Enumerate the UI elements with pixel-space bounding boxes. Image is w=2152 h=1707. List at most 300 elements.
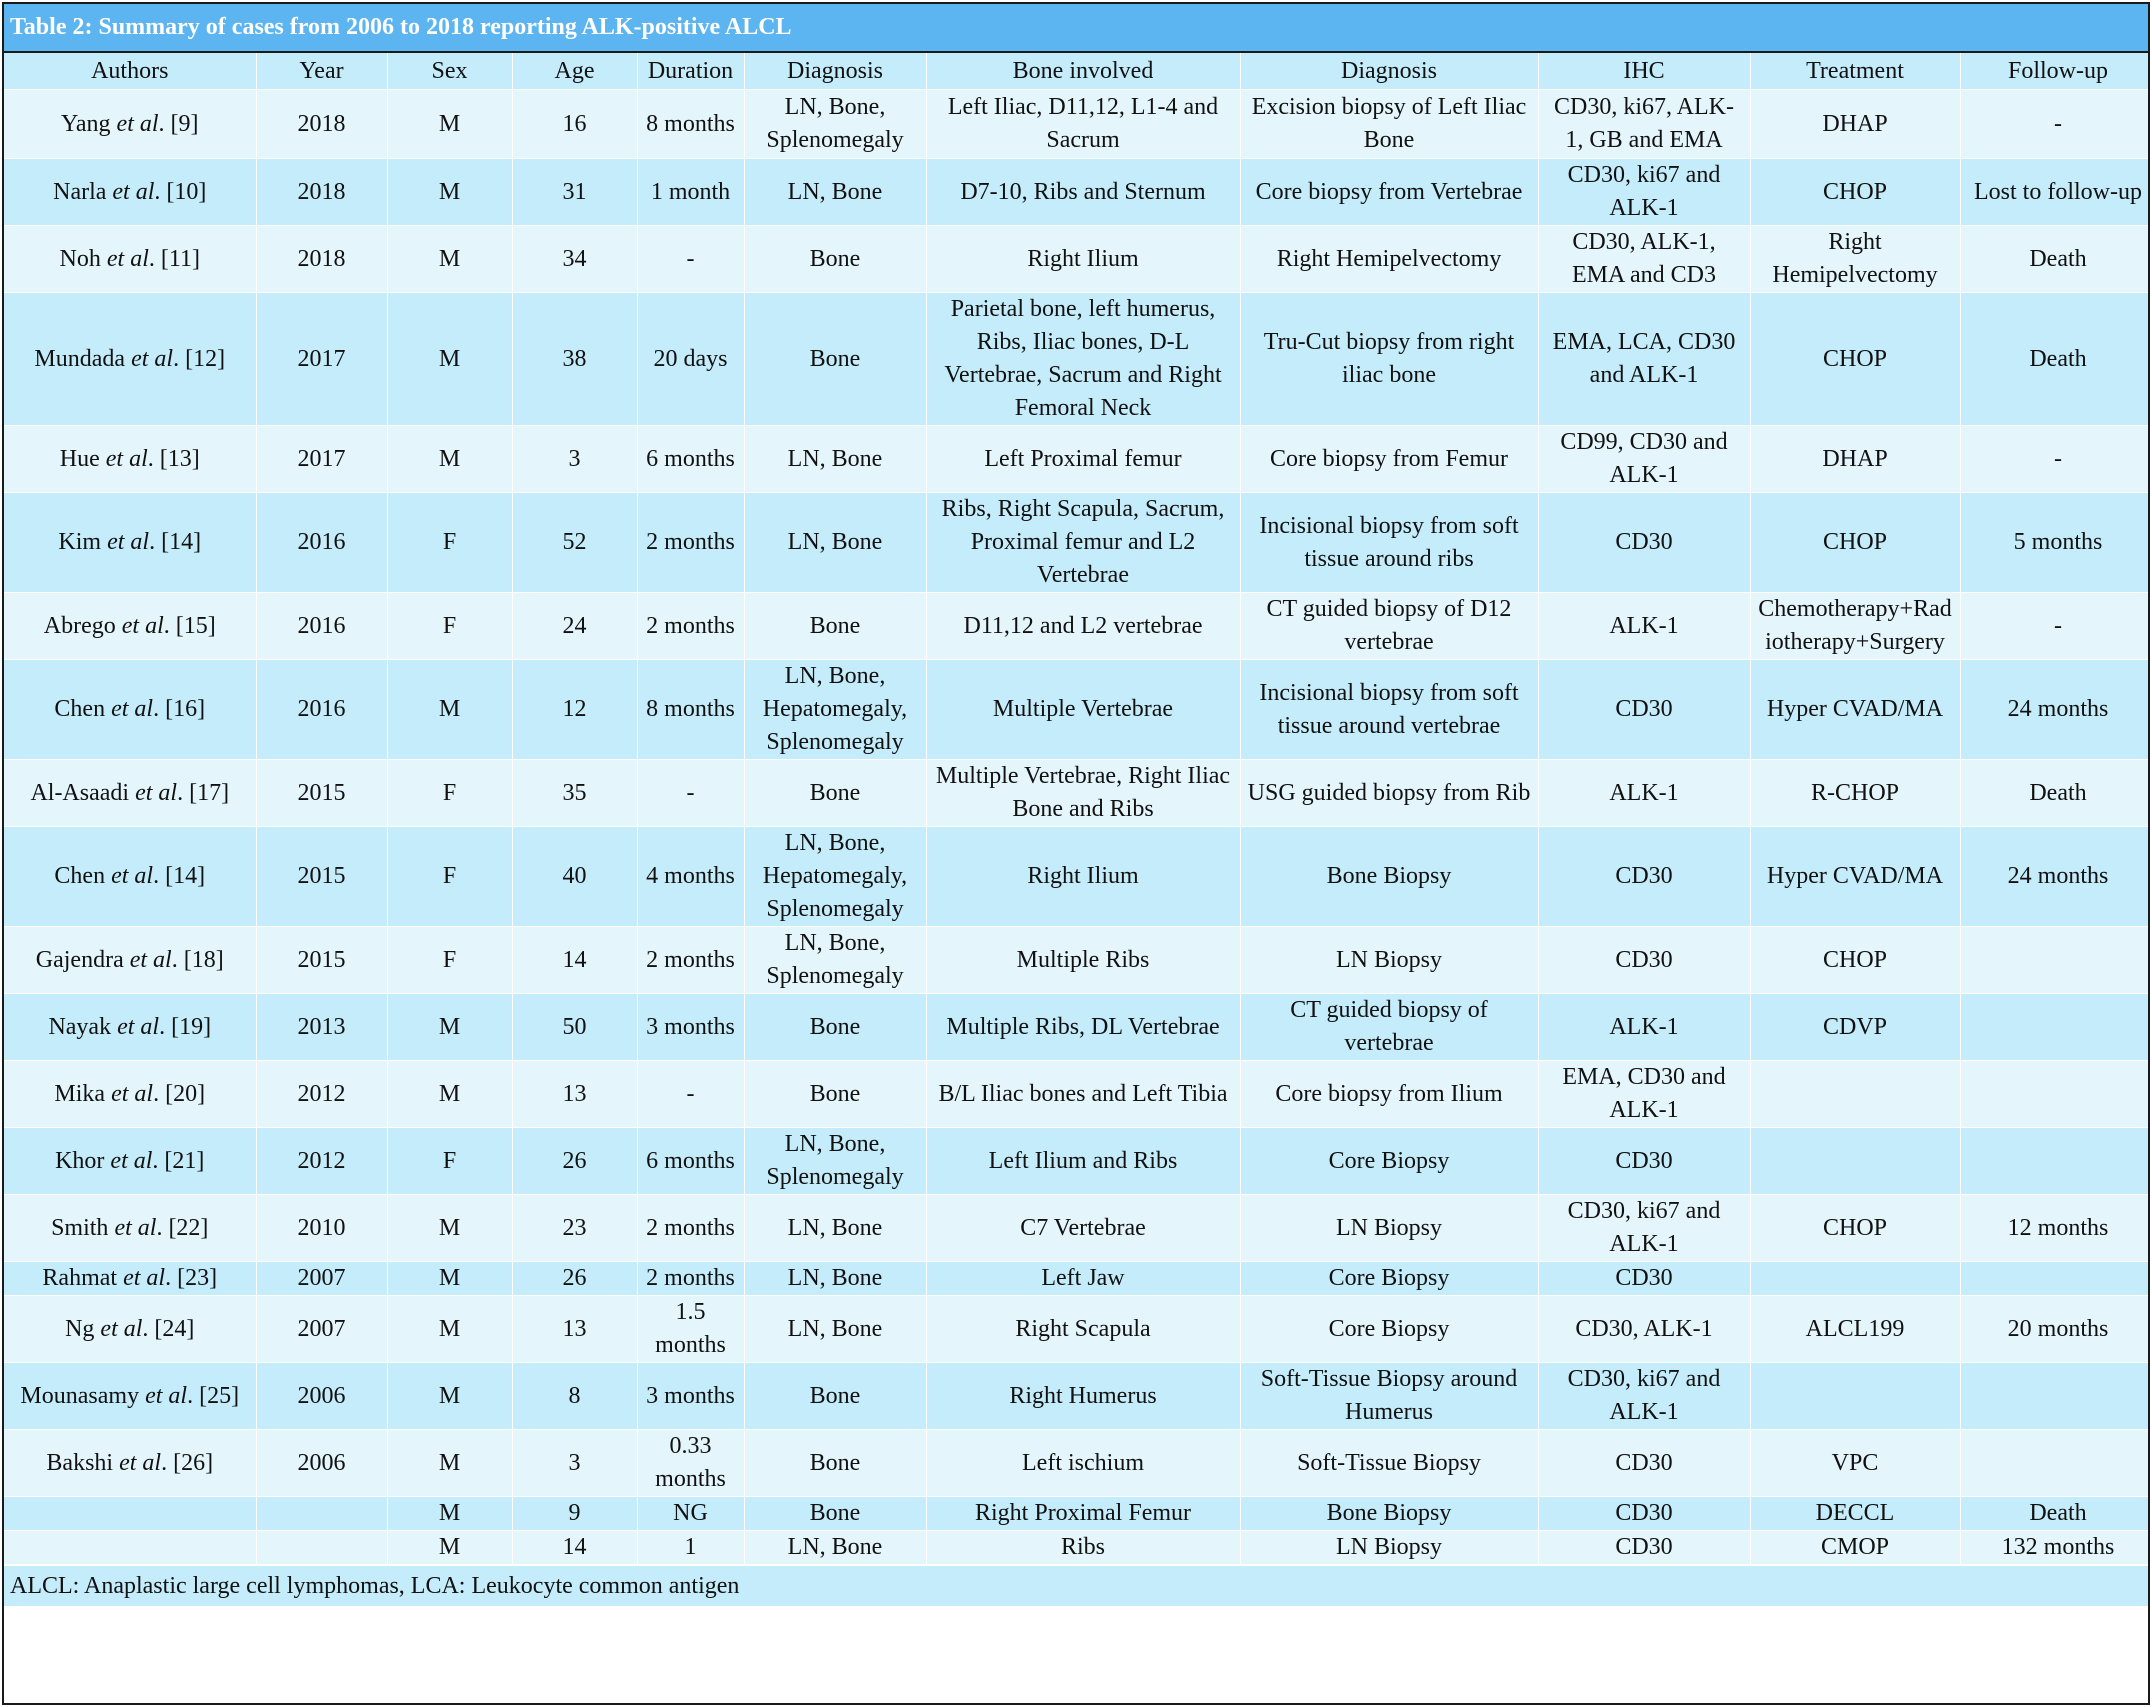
cell-treatment: CHOP [1750, 927, 1960, 994]
et-al-label: et al [111, 696, 154, 722]
cell-duration: 1 [637, 1531, 744, 1565]
cell-treatment: Right Hemipelvectomy [1750, 226, 1960, 293]
cell-sex: F [387, 1128, 512, 1195]
cell-treatment [1750, 1363, 1960, 1430]
cell-year: 2016 [256, 493, 387, 593]
cell-sex: M [387, 293, 512, 426]
cell-bone: Right Scapula [926, 1296, 1240, 1363]
cell-followup: - [1960, 90, 2150, 159]
reference-number: [21] [158, 1147, 205, 1174]
cell-followup: Death [1960, 1497, 2150, 1531]
cell-sex: M [387, 660, 512, 760]
col-header-treatment: Treatment [1750, 53, 1960, 90]
cell-followup: - [1960, 593, 2150, 660]
cell-ihc: CD30 [1538, 927, 1750, 994]
cell-treatment: CHOP [1750, 493, 1960, 593]
author-name: Chen [54, 863, 106, 889]
table-row [4, 1296, 2150, 1363]
cell-duration: 0.33 months [637, 1430, 744, 1497]
cell-followup: Death [1960, 226, 2150, 293]
et-al-period: . [165, 1265, 172, 1291]
table-row [4, 1363, 2150, 1430]
cell-ihc: CD30, ki67, ALK- 1, GB and EMA [1538, 90, 1750, 159]
et-al-label: et al [135, 779, 178, 806]
cell-age: 12 [512, 660, 637, 760]
author-name: Bakshi [46, 1449, 114, 1476]
cell-author [4, 1195, 256, 1262]
cell-treatment: CHOP [1750, 159, 1960, 226]
cell-bone: Ribs [926, 1531, 1240, 1565]
reference-number: [19] [165, 1013, 212, 1040]
cell-year: 2016 [256, 660, 387, 760]
cell-ihc: CD30 [1538, 1128, 1750, 1195]
cell-age: 9 [512, 1497, 637, 1531]
cell-sex: F [387, 593, 512, 660]
cell-biopsy: Incisional biopsy from soft tissue around vertebrae [1240, 660, 1538, 760]
cell-followup [1960, 927, 2150, 994]
cell-year [256, 1531, 387, 1565]
et-al-label: et al [119, 1449, 162, 1476]
summary-table [4, 53, 2150, 1565]
cell-year: 2006 [256, 1430, 387, 1497]
cell-treatment [1750, 1128, 1960, 1195]
reference-number: [18] [177, 946, 224, 973]
author-name: Mundada [34, 345, 126, 372]
cell-bone: Left Ilium and Ribs [926, 1128, 1240, 1195]
cell-bone: Right Ilium [926, 226, 1240, 293]
cell-author [4, 426, 256, 493]
cell-followup: 132 months [1960, 1531, 2150, 1565]
cell-age: 8 [512, 1363, 637, 1430]
cell-biopsy: CT guided biopsy of vertebrae [1240, 994, 1538, 1061]
cell-author [4, 760, 256, 827]
reference-number: [13] [153, 445, 200, 472]
cell-duration: - [637, 760, 744, 827]
cell-age: 26 [512, 1262, 637, 1296]
cell-bone: Multiple Ribs, DL Vertebrae [926, 994, 1240, 1061]
cell-age: 23 [512, 1195, 637, 1262]
cell-bone: D7-10, Ribs and Sternum [926, 159, 1240, 226]
cell-duration: 3 months [637, 994, 744, 1061]
cell-age: 14 [512, 1531, 637, 1565]
et-al-period: . [171, 946, 178, 973]
cell-biopsy: Core biopsy from Femur [1240, 426, 1538, 493]
author-name: Mounasamy [20, 1382, 140, 1409]
cell-sex: M [387, 159, 512, 226]
author-name: Rahmat [42, 1265, 118, 1291]
et-al-period: . [173, 345, 180, 372]
cell-author [4, 1128, 256, 1195]
reference-number: [26] [167, 1449, 214, 1476]
col-header-sex: Sex [387, 53, 512, 90]
cell-followup [1960, 1430, 2150, 1497]
reference-number: [24] [148, 1315, 195, 1342]
cell-ihc: CD30 [1538, 493, 1750, 593]
reference-number: [17] [183, 779, 230, 806]
table-row [4, 994, 2150, 1061]
cell-duration: 2 months [637, 927, 744, 994]
cell-ihc: ALK-1 [1538, 593, 1750, 660]
author-name: Yang [60, 110, 111, 137]
cell-followup: Lost to follow-up [1960, 159, 2150, 226]
reference-number: [15] [169, 612, 216, 639]
cell-followup: Death [1960, 293, 2150, 426]
cell-diagnosis: LN, Bone, Splenomegaly [744, 1128, 926, 1195]
col-header-diagnosis: Diagnosis [744, 53, 926, 90]
cell-biopsy: Bone Biopsy [1240, 1497, 1538, 1531]
cell-duration: NG [637, 1497, 744, 1531]
et-al-period: . [149, 529, 156, 555]
cell-year: 2010 [256, 1195, 387, 1262]
col-header-age: Age [512, 53, 637, 90]
cell-treatment: ALCL199 [1750, 1296, 1960, 1363]
cell-author [4, 226, 256, 293]
cell-diagnosis: LN, Bone [744, 1262, 926, 1296]
cell-duration: - [637, 1061, 744, 1128]
et-al-period: . [154, 178, 161, 205]
cell-sex: F [387, 927, 512, 994]
cell-age: 3 [512, 1430, 637, 1497]
cell-bone: C7 Vertebrae [926, 1195, 1240, 1262]
cell-biopsy: Bone Biopsy [1240, 827, 1538, 927]
cell-sex: M [387, 90, 512, 159]
cell-ihc: CD30, ki67 and ALK-1 [1538, 159, 1750, 226]
et-al-period: . [147, 445, 154, 472]
cell-ihc: CD30, ALK-1, EMA and CD3 [1538, 226, 1750, 293]
cell-duration: 1.5 months [637, 1296, 744, 1363]
cell-sex: M [387, 426, 512, 493]
cell-diagnosis: Bone [744, 1363, 926, 1430]
cell-year: 2012 [256, 1128, 387, 1195]
cell-ihc: CD30, ki67 and ALK-1 [1538, 1363, 1750, 1430]
cell-author [4, 1531, 256, 1565]
cell-duration: 6 months [637, 426, 744, 493]
table-row [4, 493, 2150, 593]
table-row [4, 1430, 2150, 1497]
cell-duration: 2 months [637, 493, 744, 593]
cell-age: 35 [512, 760, 637, 827]
cell-diagnosis: LN, Bone [744, 426, 926, 493]
cell-biopsy: LN Biopsy [1240, 927, 1538, 994]
cell-diagnosis: LN, Bone, Splenomegaly [744, 927, 926, 994]
cell-bone: Right Ilium [926, 827, 1240, 927]
et-al-period: . [187, 1382, 194, 1409]
reference-number: [14] [159, 863, 206, 889]
cell-author [4, 1363, 256, 1430]
cell-ihc: CD30, ki67 and ALK-1 [1538, 1195, 1750, 1262]
cell-diagnosis: LN, Bone, Hepatomegaly, Splenomegaly [744, 827, 926, 927]
reference-number: [22] [162, 1214, 209, 1241]
cell-author [4, 1296, 256, 1363]
cell-bone: Left Jaw [926, 1262, 1240, 1296]
cell-followup: 20 months [1960, 1296, 2150, 1363]
cell-author [4, 593, 256, 660]
cell-followup [1960, 1363, 2150, 1430]
cell-ihc: EMA, CD30 and ALK-1 [1538, 1061, 1750, 1128]
cell-biopsy: USG guided biopsy from Rib [1240, 760, 1538, 827]
table-row [4, 1195, 2150, 1262]
cell-author [4, 293, 256, 426]
table-row [4, 1531, 2150, 1565]
table-row [4, 159, 2150, 226]
table-row [4, 90, 2150, 159]
cell-biopsy: Core Biopsy [1240, 1296, 1538, 1363]
table-row [4, 1061, 2150, 1128]
cell-followup: 5 months [1960, 493, 2150, 593]
cell-year: 2015 [256, 927, 387, 994]
et-al-label: et al [110, 1147, 153, 1174]
cell-duration: - [637, 226, 744, 293]
cell-author [4, 90, 256, 159]
cell-bone: Left Proximal femur [926, 426, 1240, 493]
table-row [4, 1262, 2150, 1296]
cell-year: 2018 [256, 159, 387, 226]
table-row [4, 593, 2150, 660]
et-al-label: et al [116, 110, 159, 137]
cell-ihc: CD30 [1538, 1262, 1750, 1296]
cell-sex: F [387, 827, 512, 927]
header-row [4, 53, 2150, 90]
cell-bone: Right Humerus [926, 1363, 1240, 1430]
author-name: Ng [65, 1315, 95, 1342]
cell-treatment: DHAP [1750, 90, 1960, 159]
et-al-period: . [156, 1214, 163, 1241]
cell-year [256, 1497, 387, 1531]
cell-diagnosis: LN, Bone, Hepatomegaly, Splenomegaly [744, 660, 926, 760]
cell-treatment: R-CHOP [1750, 760, 1960, 827]
et-al-label: et al [123, 1265, 166, 1291]
cell-bone: Right Proximal Femur [926, 1497, 1240, 1531]
cell-age: 14 [512, 927, 637, 994]
et-al-label: et al [121, 612, 164, 639]
cell-followup: - [1960, 426, 2150, 493]
author-name: Noh [59, 245, 101, 272]
cell-diagnosis: Bone [744, 994, 926, 1061]
cell-bone: Multiple Vertebrae [926, 660, 1240, 760]
cell-followup: Death [1960, 760, 2150, 827]
table-row [4, 426, 2150, 493]
cell-treatment: DHAP [1750, 426, 1960, 493]
reference-number: [9] [164, 110, 199, 137]
cell-biopsy: Right Hemipelvectomy [1240, 226, 1538, 293]
cell-bone: Multiple Vertebrae, Right Iliac Bone and Ribs [926, 760, 1240, 827]
cell-age: 13 [512, 1296, 637, 1363]
cell-treatment: CHOP [1750, 1195, 1960, 1262]
cell-year: 2018 [256, 90, 387, 159]
et-al-label: et al [145, 1382, 188, 1409]
cell-biopsy: Soft-Tissue Biopsy around Humerus [1240, 1363, 1538, 1430]
cell-sex: M [387, 994, 512, 1061]
cell-duration: 2 months [637, 1195, 744, 1262]
cell-diagnosis: Bone [744, 593, 926, 660]
reference-number: [14] [155, 529, 202, 555]
cell-sex: M [387, 1296, 512, 1363]
cell-followup [1960, 1262, 2150, 1296]
cell-treatment: Hyper CVAD/MA [1750, 660, 1960, 760]
cell-author [4, 660, 256, 760]
col-header-bone-involved: Bone involved [926, 53, 1240, 90]
author-name: Smith [51, 1214, 109, 1241]
cell-ihc: ALK-1 [1538, 994, 1750, 1061]
cell-biopsy: Excision biopsy of Left Iliac Bone [1240, 90, 1538, 159]
cell-sex: M [387, 1430, 512, 1497]
col-header-diagnosis-method: Diagnosis [1240, 53, 1538, 90]
cell-sex: M [387, 1531, 512, 1565]
cell-diagnosis: Bone [744, 1061, 926, 1128]
author-name: Khor [55, 1147, 105, 1174]
cell-age: 40 [512, 827, 637, 927]
cell-author [4, 827, 256, 927]
cell-ihc: CD30 [1538, 1430, 1750, 1497]
cell-duration: 2 months [637, 593, 744, 660]
et-al-label: et al [106, 245, 149, 272]
col-header-follow-up: Follow-up [1960, 53, 2150, 90]
cell-ihc: ALK-1 [1538, 760, 1750, 827]
et-al-period: . [152, 1147, 159, 1174]
cell-duration: 6 months [637, 1128, 744, 1195]
cell-age: 38 [512, 293, 637, 426]
cell-sex: F [387, 760, 512, 827]
cell-diagnosis: LN, Bone [744, 159, 926, 226]
cell-biopsy: Incisional biopsy from soft tissue around ribs [1240, 493, 1538, 593]
col-header-ihc: IHC [1538, 53, 1750, 90]
cell-treatment: CHOP [1750, 293, 1960, 426]
author-name: Mika [54, 1080, 106, 1107]
cell-biopsy: Core Biopsy [1240, 1262, 1538, 1296]
cell-author [4, 1497, 256, 1531]
cell-followup [1960, 1061, 2150, 1128]
et-al-label: et al [107, 529, 150, 555]
cell-duration: 8 months [637, 90, 744, 159]
cell-ihc: CD99, CD30 and ALK-1 [1538, 426, 1750, 493]
et-al-period: . [153, 863, 160, 889]
cell-bone: Left ischium [926, 1430, 1240, 1497]
et-al-label: et al [117, 1013, 160, 1040]
cell-biopsy: Core biopsy from Ilium [1240, 1061, 1538, 1128]
cell-biopsy: Soft-Tissue Biopsy [1240, 1430, 1538, 1497]
cell-author [4, 927, 256, 994]
et-al-period: . [153, 1080, 160, 1107]
cell-sex: M [387, 1363, 512, 1430]
col-header-year: Year [256, 53, 387, 90]
cell-age: 52 [512, 493, 637, 593]
cell-treatment: Hyper CVAD/MA [1750, 827, 1960, 927]
author-name: Narla [53, 178, 107, 205]
cell-biopsy: CT guided biopsy of D12 vertebrae [1240, 593, 1538, 660]
reference-number: [25] [193, 1382, 240, 1409]
et-al-label: et al [112, 178, 155, 205]
cell-sex: M [387, 1061, 512, 1128]
cell-sex: M [387, 1195, 512, 1262]
cell-age: 26 [512, 1128, 637, 1195]
et-al-label: et al [131, 345, 174, 372]
author-name: Chen [54, 696, 106, 722]
cell-author [4, 1430, 256, 1497]
et-al-label: et al [100, 1315, 143, 1342]
cell-author [4, 994, 256, 1061]
table-row [4, 1497, 2150, 1531]
cell-age: 31 [512, 159, 637, 226]
cell-year: 2007 [256, 1296, 387, 1363]
table-row [4, 226, 2150, 293]
cell-age: 3 [512, 426, 637, 493]
cell-author [4, 493, 256, 593]
et-al-label: et al [114, 1214, 157, 1241]
cell-author [4, 1262, 256, 1296]
cell-duration: 1 month [637, 159, 744, 226]
cell-treatment: VPC [1750, 1430, 1960, 1497]
cell-bone: Parietal bone, left humerus, Ribs, Iliac bones, D-L Vertebrae, Sacrum and Right Femoral Neck [926, 293, 1240, 426]
cell-age: 16 [512, 90, 637, 159]
cell-duration: 2 months [637, 1262, 744, 1296]
et-al-period: . [161, 1449, 168, 1476]
cell-sex: M [387, 1262, 512, 1296]
reference-number: [23] [171, 1265, 218, 1291]
cell-followup: 12 months [1960, 1195, 2150, 1262]
cell-duration: 8 months [637, 660, 744, 760]
et-al-period: . [142, 1315, 149, 1342]
et-al-label: et al [129, 946, 172, 973]
et-al-period: . [158, 110, 165, 137]
table-body [4, 90, 2150, 1565]
cell-ihc: CD30 [1538, 660, 1750, 760]
table-caption: Table 2: Summary of cases from 2006 to 2018 reporting ALK-positive ALCL [4, 4, 2148, 53]
cell-diagnosis: Bone [744, 226, 926, 293]
cell-year: 2017 [256, 426, 387, 493]
cell-year: 2013 [256, 994, 387, 1061]
cell-year: 2015 [256, 827, 387, 927]
cell-bone: Multiple Ribs [926, 927, 1240, 994]
author-name: Abrego [43, 612, 116, 639]
cell-ihc: CD30 [1538, 1531, 1750, 1565]
author-name: Gajendra [35, 946, 124, 973]
cell-sex: F [387, 493, 512, 593]
cell-year: 2015 [256, 760, 387, 827]
cell-biopsy: Core Biopsy [1240, 1128, 1538, 1195]
cell-biopsy: LN Biopsy [1240, 1531, 1538, 1565]
cell-ihc: EMA, LCA, CD30 and ALK-1 [1538, 293, 1750, 426]
cell-treatment: CDVP [1750, 994, 1960, 1061]
cell-biopsy: Tru-Cut biopsy from right iliac bone [1240, 293, 1538, 426]
cell-treatment: DECCL [1750, 1497, 1960, 1531]
reference-number: [12] [179, 345, 226, 372]
table-row [4, 293, 2150, 426]
cell-ihc: CD30 [1538, 827, 1750, 927]
author-name: Kim [58, 529, 102, 555]
cell-diagnosis: Bone [744, 1430, 926, 1497]
reference-number: [10] [160, 178, 207, 205]
cell-duration: 4 months [637, 827, 744, 927]
cell-diagnosis: LN, Bone [744, 493, 926, 593]
cell-ihc: CD30 [1538, 1497, 1750, 1531]
table-row [4, 827, 2150, 927]
author-name: Nayak [48, 1013, 112, 1040]
cell-bone: D11,12 and L2 vertebrae [926, 593, 1240, 660]
cell-year: 2017 [256, 293, 387, 426]
cell-year: 2016 [256, 593, 387, 660]
cell-year: 2018 [256, 226, 387, 293]
cell-followup [1960, 1128, 2150, 1195]
cell-sex: M [387, 226, 512, 293]
cell-age: 50 [512, 994, 637, 1061]
cell-treatment [1750, 1061, 1960, 1128]
et-al-label: et al [111, 863, 154, 889]
cell-author [4, 1061, 256, 1128]
reference-number: [16] [159, 696, 206, 722]
table-row [4, 760, 2150, 827]
table-footnote: ALCL: Anaplastic large cell lymphomas, LCA: Leukocyte common antigen [4, 1565, 2148, 1606]
cell-duration: 3 months [637, 1363, 744, 1430]
